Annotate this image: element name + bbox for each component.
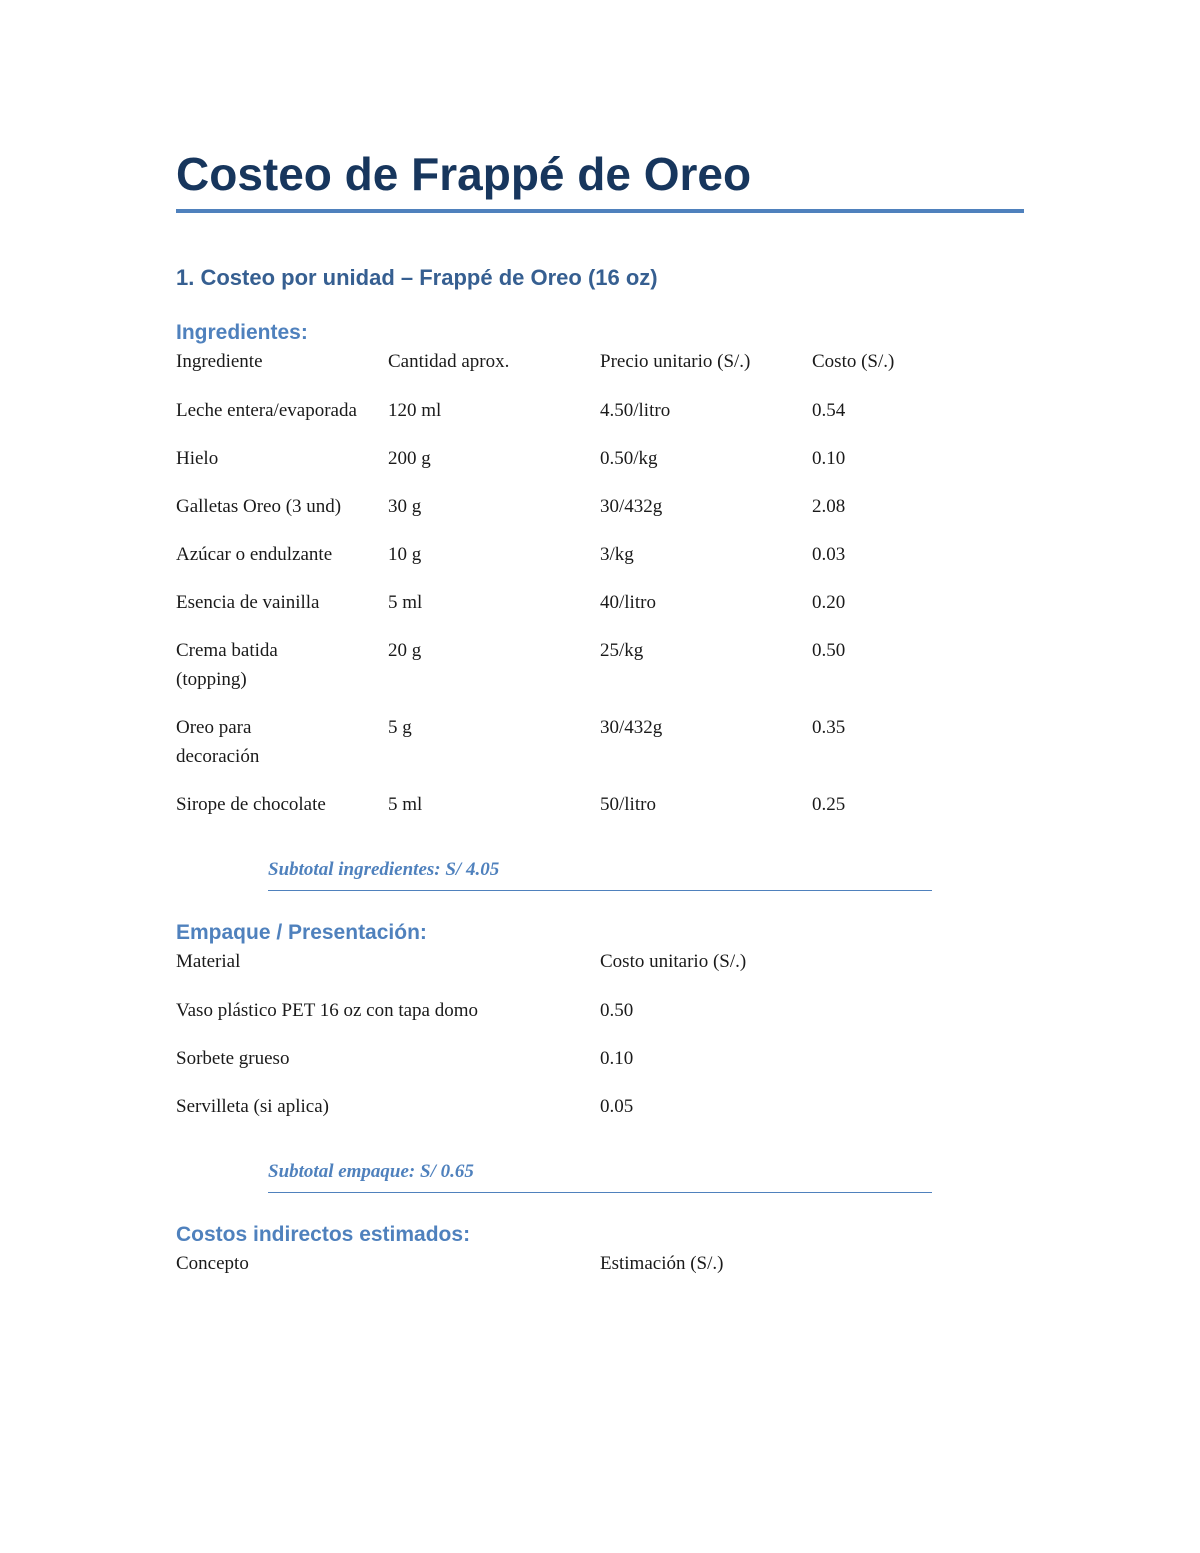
ingredient-name: Azúcar o endulzante: [176, 544, 333, 565]
packaging-subtotal: Subtotal empaque: S/ 0.65: [268, 1158, 932, 1193]
indirect-costs-table: [176, 1249, 1024, 1298]
column-header-costo-unitario: Costo unitario (S/.): [600, 951, 747, 972]
table-row: [176, 1092, 1024, 1140]
material-name: Sorbete grueso: [176, 1048, 290, 1069]
table-row: [176, 540, 1024, 588]
material-name: Servilleta (si aplica): [176, 1096, 329, 1117]
material-cost: 0.10: [600, 1048, 634, 1069]
packaging-table: [176, 947, 1024, 1140]
indirect-costs-heading: Costos indirectos estimados:: [176, 1223, 471, 1246]
ingredient-quantity: 5 ml: [388, 794, 423, 815]
ingredient-quantity: 200 g: [388, 448, 431, 469]
ingredient-name: Oreo para decoración: [176, 717, 260, 767]
document-title: Costeo de Frappé de Oreo: [176, 145, 1024, 213]
ingredients-subtotal: Subtotal ingredientes: S/ 4.05: [268, 856, 932, 891]
ingredient-cost: 0.20: [812, 592, 846, 613]
ingredient-name: Esencia de vainilla: [176, 592, 320, 613]
ingredients-heading: Ingredientes:: [176, 321, 308, 344]
ingredient-price: 3/kg: [600, 544, 634, 565]
ingredient-quantity: 5 g: [388, 717, 412, 738]
ingredient-cost: 0.54: [812, 400, 846, 421]
ingredient-quantity: 5 ml: [388, 592, 423, 613]
column-header-ingrediente: Ingrediente: [176, 351, 263, 372]
column-header-costo: Costo (S/.): [812, 351, 895, 372]
table-row: [176, 790, 1024, 838]
indirect-header-row: [176, 1249, 1024, 1298]
table-row: [176, 1044, 1024, 1092]
table-row: [176, 996, 1024, 1044]
table-row: [176, 636, 1024, 713]
packaging-heading: Empaque / Presentación:: [176, 921, 427, 944]
column-header-precio: Precio unitario (S/.): [600, 351, 751, 372]
ingredient-quantity: 30 g: [388, 496, 422, 517]
column-header-concepto: Concepto: [176, 1253, 249, 1274]
ingredient-quantity: 10 g: [388, 544, 422, 565]
column-header-cantidad: Cantidad aprox.: [388, 351, 510, 372]
section-heading-costeo: 1. Costeo por unidad – Frappé de Oreo (16 oz): [176, 265, 658, 290]
packaging-header-row: [176, 947, 1024, 996]
document-content: [176, 145, 1024, 1298]
ingredient-name: Crema batida (topping): [176, 640, 278, 690]
ingredient-cost: 0.03: [812, 544, 846, 565]
ingredients-header-row: [176, 347, 1024, 396]
ingredient-cost: 0.50: [812, 640, 846, 661]
column-header-estimacion: Estimación (S/.): [600, 1253, 724, 1274]
ingredient-price: 40/litro: [600, 592, 656, 613]
ingredient-name: Sirope de chocolate: [176, 794, 326, 815]
ingredient-quantity: 20 g: [388, 640, 422, 661]
material-name: Vaso plástico PET 16 oz con tapa domo: [176, 1000, 479, 1021]
ingredient-price: 4.50/litro: [600, 400, 671, 421]
ingredient-cost: 0.10: [812, 448, 846, 469]
ingredient-price: 50/litro: [600, 794, 656, 815]
table-row: [176, 396, 1024, 444]
ingredient-name: Galletas Oreo (3 und): [176, 496, 342, 517]
ingredient-quantity: 120 ml: [388, 400, 442, 421]
ingredient-name: Leche entera/evaporada: [176, 400, 357, 421]
column-header-material: Material: [176, 951, 241, 972]
ingredient-cost: 0.25: [812, 794, 846, 815]
table-row: [176, 492, 1024, 540]
ingredient-name: Hielo: [176, 448, 219, 469]
ingredient-cost: 2.08: [812, 496, 846, 517]
ingredient-price: 30/432g: [600, 496, 663, 517]
ingredient-price: 30/432g: [600, 717, 663, 738]
material-cost: 0.05: [600, 1096, 634, 1117]
material-cost: 0.50: [600, 1000, 634, 1021]
table-row: [176, 713, 1024, 790]
table-row: [176, 444, 1024, 492]
ingredient-cost: 0.35: [812, 717, 846, 738]
ingredient-price: 25/kg: [600, 640, 644, 661]
table-row: [176, 588, 1024, 636]
ingredients-table: [176, 347, 1024, 838]
ingredient-price: 0.50/kg: [600, 448, 658, 469]
